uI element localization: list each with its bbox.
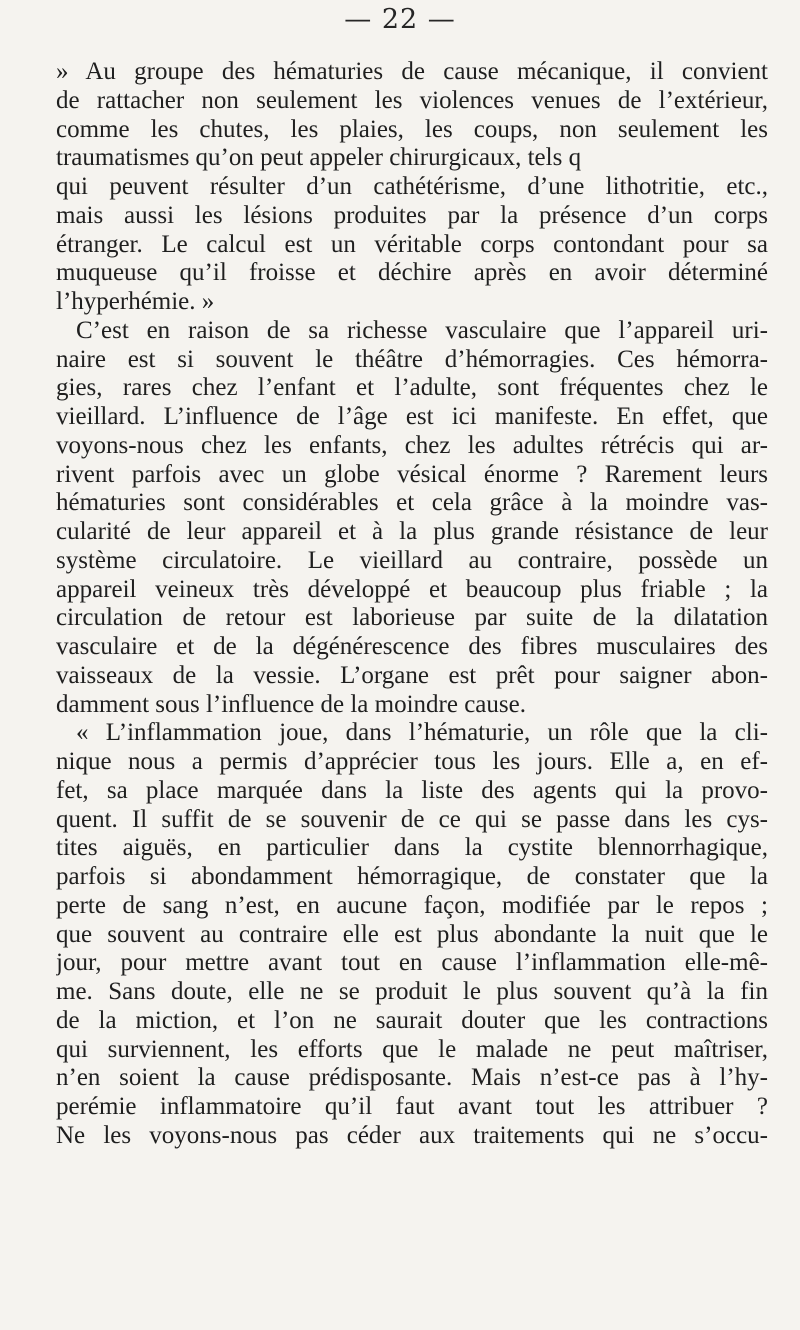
text-line: que souvent au contraire elle est plus abondante la nuit que le [56, 920, 768, 948]
text-line: vieillard. L’influence de l’âge est ici manifeste. En effet, que [56, 403, 768, 430]
text-line: étranger. Le calcul est un véritable corps contondant pour sa [56, 230, 768, 258]
text-line: quent. Il suffit de se souvenir de ce qui se passe dans les cys- [56, 805, 768, 833]
text-line: appareil veineux très développé et beaucoup plus friable ; la [56, 575, 768, 603]
text-line: hématuries sont considérables et cela grâce à la moindre vas- [56, 489, 768, 517]
text-line: vasculaire et de la dégénérescence des fibres musculaires des [56, 633, 768, 660]
text-line: de la miction, et l’on ne saurait douter que les contractions [56, 1006, 768, 1034]
text-line: Ne les voyons-nous pas céder aux traitements qui ne s’occu- [56, 1121, 768, 1149]
text-line: mais aussi les lésions produites par la présence d’un corps [56, 201, 768, 229]
text-line: perte de sang n’est, en aucune façon, modifiée par le repos ; [56, 891, 768, 919]
text-line: « L’inflammation joue, dans l’hématurie, un rôle que la cli- [76, 719, 768, 747]
text-line: comme les chutes, les plaies, les coups, non seulement les [56, 115, 768, 143]
text-line: qui surviennent, les efforts que le malade ne peut maîtriser, [56, 1035, 768, 1063]
text-line: système circulatoire. Le vieillard au contraire, possède un [56, 546, 768, 574]
text-line: traumatismes qu’on peut appeler chirurgicaux, tels q [56, 144, 582, 172]
body-text [56, 58, 768, 1151]
text-line: parfois si abondamment hémorragique, de constater que la [56, 863, 768, 890]
text-line: gies, rares chez l’enfant et l’adulte, sont fréquentes chez le [56, 374, 768, 402]
text-line: circulation de retour est laborieuse par suite de la dilatation [56, 604, 768, 632]
text-line: rivent parfois avec un globe vésical énorme ? Rarement leurs [56, 460, 768, 488]
text-line: muqueuse qu’il froisse et déchire après en avoir déterminé [56, 259, 768, 287]
text-line: cularité de leur appareil et à la plus grande résistance de leur [56, 518, 768, 545]
text-line: damment sous l’influence de la moindre cause. [56, 690, 526, 718]
text-line: qui peuvent résulter d’un cathétérisme, d’une lithotritie, etc., [56, 173, 768, 200]
text-line: de rattacher non seulement les violences venues de l’extérieur, [56, 86, 768, 114]
text-line: naire est si souvent le théâtre d’hémorragies. Ces hémorra- [56, 345, 768, 373]
text-line: me. Sans doute, elle ne se produit le plus souvent qu’à la fin [56, 978, 768, 1005]
text-line: C’est en raison de sa richesse vasculaire que l’appareil uri- [76, 316, 768, 344]
text-line: nique nous a permis d’apprécier tous les jours. Elle a, en ef- [56, 748, 768, 775]
text-line: n’en soient la cause prédisposante. Mais n’est-ce pas à l’hy- [56, 1064, 768, 1092]
text-line: vaisseaux de la vessie. L’organe est prêt pour saigner abon- [56, 661, 768, 689]
text-line: tites aiguës, en particulier dans la cystite blennorrhagique, [56, 834, 768, 862]
text-line: fet, sa place marquée dans la liste des agents qui la provo- [56, 776, 768, 804]
page-number: — 22 — [344, 4, 456, 35]
text-line: perémie inflammatoire qu’il faut avant tout les attribuer ? [56, 1093, 768, 1120]
text-line: » Au groupe des hématuries de cause mécanique, il convient [56, 58, 768, 85]
text-line: voyons-nous chez les enfants, chez les adultes rétrécis qui ar- [56, 431, 768, 459]
text-line: l’hyperhémie. » [56, 288, 215, 315]
text-line: jour, pour mettre avant tout en cause l’inflammation elle-mê- [56, 949, 768, 977]
